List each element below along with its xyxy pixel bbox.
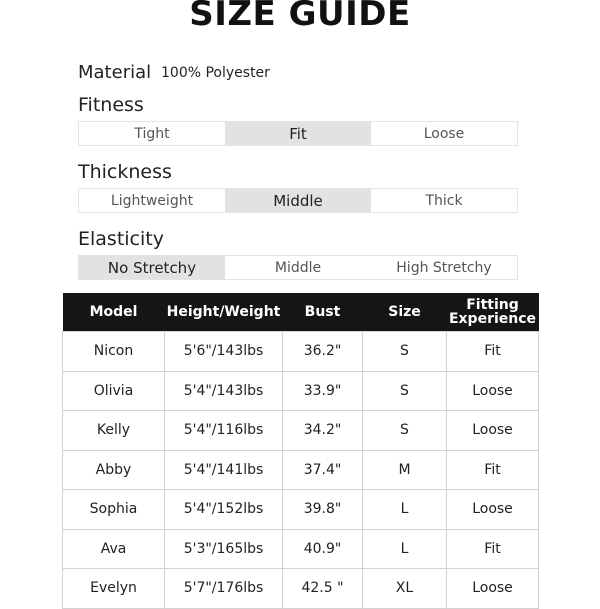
cell-model: Ava [63,529,165,569]
cell-bust: 42.5 " [283,569,363,609]
cell-height-weight: 5'4"/116lbs [165,411,283,451]
cell-fitting: Loose [447,411,539,451]
fitness-option-tight: Tight [79,122,225,145]
cell-height-weight: 5'4"/141lbs [165,450,283,490]
cell-fitting: Fit [447,450,539,490]
thickness-option-thick: Thick [371,189,517,212]
cell-model: Abby [63,450,165,490]
thickness-option-middle: Middle [225,189,371,212]
cell-fitting: Fit [447,529,539,569]
cell-size: XL [363,569,447,609]
cell-size: S [363,411,447,451]
elasticity-selector [78,255,518,280]
fitness-label: Fitness [78,94,144,116]
thickness-selector [78,188,518,213]
cell-height-weight: 5'3"/165lbs [165,529,283,569]
thickness-option-lightweight: Lightweight [79,189,225,212]
header-size: Size [363,293,447,332]
fitness-option-loose: Loose [371,122,517,145]
cell-model: Evelyn [63,569,165,609]
cell-height-weight: 5'4"/143lbs [165,371,283,411]
fitness-option-fit: Fit [225,122,371,145]
size-table [62,293,539,609]
table-row [63,371,539,411]
elasticity-option-middle: Middle [225,256,371,279]
table-header-row [63,293,539,332]
cell-size: L [363,490,447,530]
cell-size: S [363,332,447,372]
cell-height-weight: 5'6"/143lbs [165,332,283,372]
cell-size: S [363,371,447,411]
fitness-selector [78,121,518,146]
cell-bust: 33.9" [283,371,363,411]
thickness-label: Thickness [78,161,172,183]
header-fitting-experience: Fitting Experience [447,293,539,332]
cell-height-weight: 5'4"/152lbs [165,490,283,530]
material-value: 100% Polyester [161,65,270,81]
cell-size: L [363,529,447,569]
header-height-weight: Height/Weight [165,293,283,332]
elasticity-option-high-stretchy: High Stretchy [371,256,517,279]
elasticity-label: Elasticity [78,228,164,250]
cell-model: Nicon [63,332,165,372]
table-row [63,529,539,569]
table-row [63,450,539,490]
table-row [63,332,539,372]
header-bust: Bust [283,293,363,332]
header-model: Model [63,293,165,332]
cell-fitting: Loose [447,371,539,411]
cell-model: Kelly [63,411,165,451]
elasticity-option-no-stretchy: No Stretchy [79,256,225,279]
cell-bust: 34.2" [283,411,363,451]
cell-fitting: Loose [447,569,539,609]
cell-fitting: Fit [447,332,539,372]
page-title: SIZE GUIDE [189,0,411,34]
cell-bust: 39.8" [283,490,363,530]
table-row [63,569,539,609]
cell-bust: 36.2" [283,332,363,372]
cell-bust: 37.4" [283,450,363,490]
table-row [63,411,539,451]
cell-model: Olivia [63,371,165,411]
material-label: Material [78,62,152,83]
cell-bust: 40.9" [283,529,363,569]
cell-model: Sophia [63,490,165,530]
cell-height-weight: 5'7"/176lbs [165,569,283,609]
table-row [63,490,539,530]
cell-size: M [363,450,447,490]
cell-fitting: Loose [447,490,539,530]
